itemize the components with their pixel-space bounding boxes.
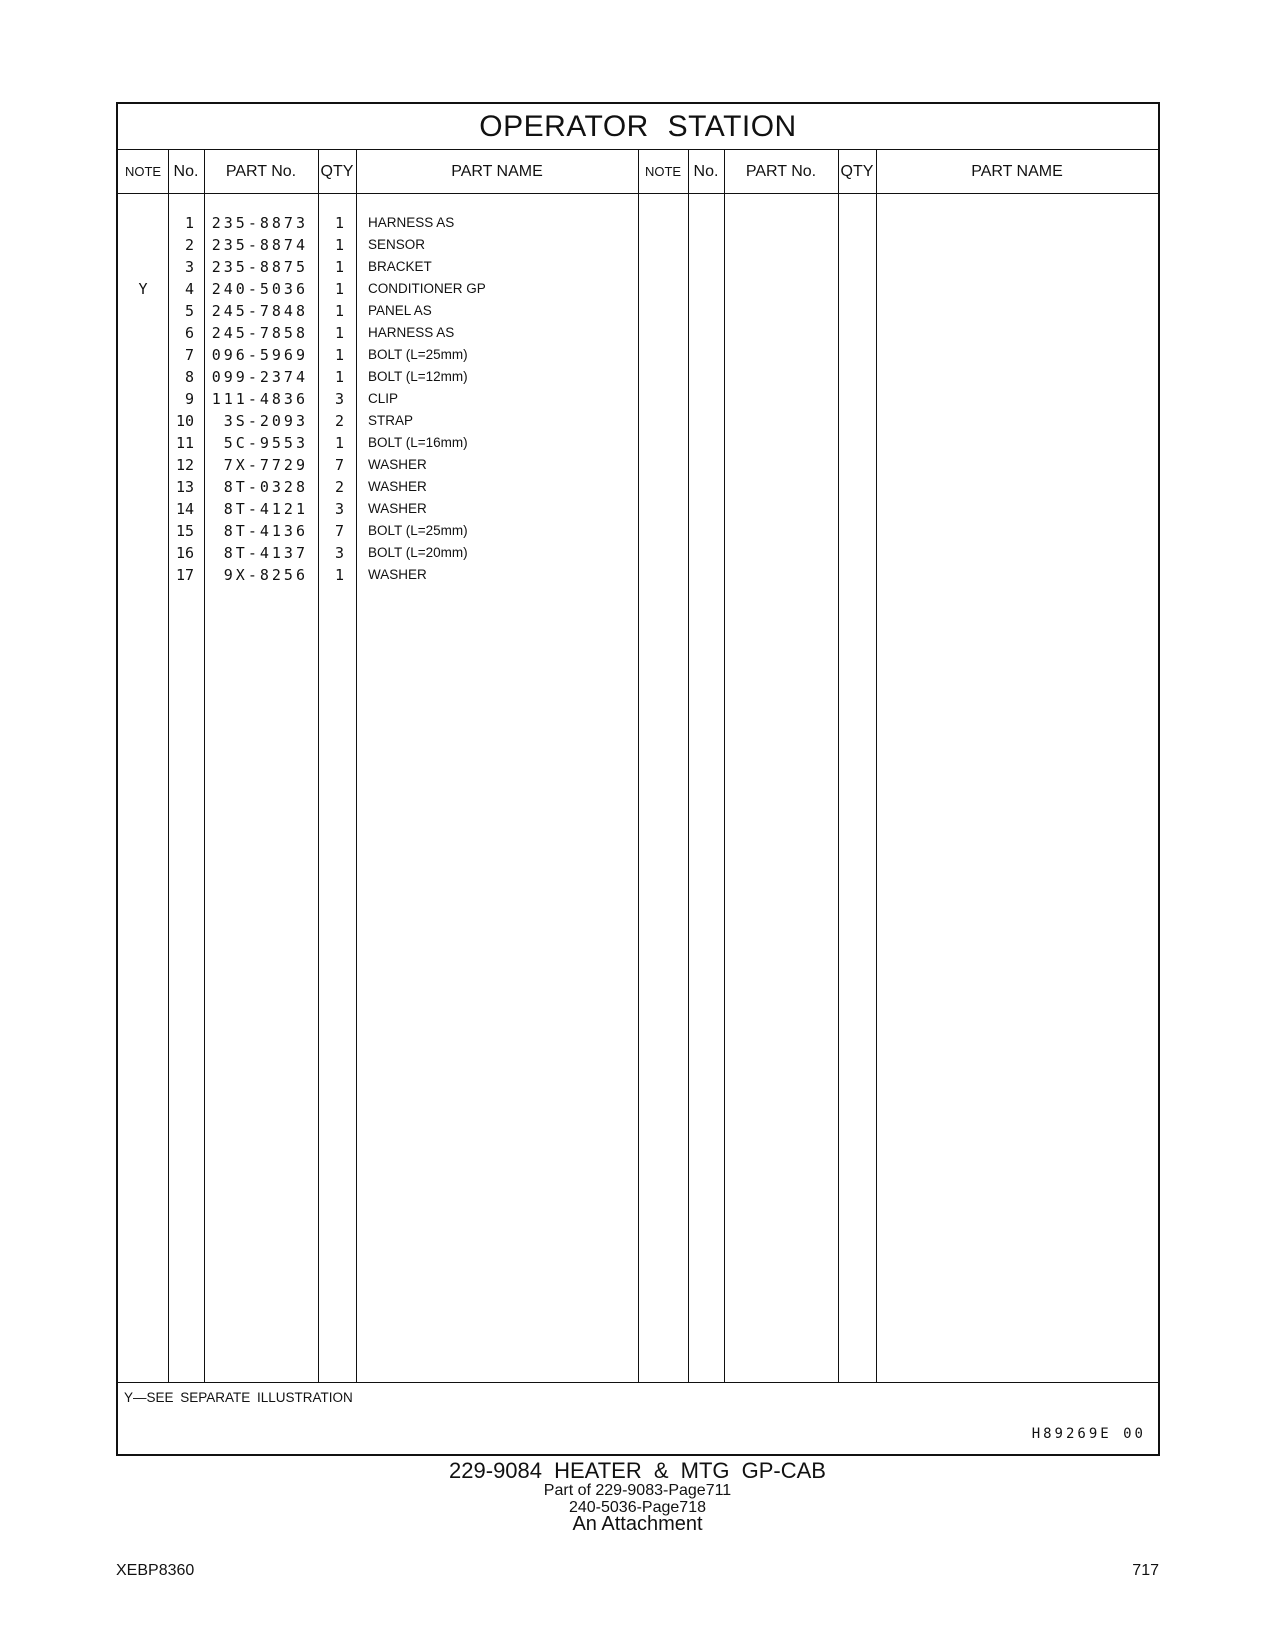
row-quantity: 3: [334, 544, 344, 562]
row-part-number: 099-2374: [211, 368, 308, 386]
table-row: [118, 498, 1158, 520]
row-number: 2: [184, 236, 194, 254]
row-number: 5: [184, 302, 194, 320]
row-part-name: HARNESS AS: [368, 215, 455, 230]
row-part-number: 7X-7729: [223, 456, 308, 474]
table-row: [118, 520, 1158, 542]
row-part-number: 9X-8256: [223, 566, 308, 584]
row-quantity: 1: [334, 566, 344, 584]
table-row: [118, 212, 1158, 234]
row-part-number: 235-8873: [211, 214, 308, 232]
row-quantity: 2: [334, 412, 344, 430]
header-qty-left: QTY: [320, 163, 354, 180]
header-part-name-right: PART NAME: [971, 163, 1063, 180]
row-quantity: 1: [334, 214, 344, 232]
row-number: 17: [175, 566, 194, 584]
row-part-number: 235-8875: [211, 258, 308, 276]
header-no-left: No.: [173, 163, 199, 180]
table-row: [118, 388, 1158, 410]
row-number: 1: [184, 214, 194, 232]
row-number: 15: [175, 522, 194, 540]
row-note: Y: [138, 280, 148, 298]
row-part-name: PANEL AS: [368, 303, 432, 318]
table-row: [118, 410, 1158, 432]
row-number: 3: [184, 258, 194, 276]
header-part-no-left: PART No.: [225, 163, 297, 180]
row-part-number: 8T-4121: [223, 500, 308, 518]
row-part-name: WASHER: [368, 501, 427, 516]
header-qty-right: QTY: [840, 163, 874, 180]
table-row: [118, 322, 1158, 344]
row-number: 13: [175, 478, 194, 496]
table-row: [118, 278, 1158, 300]
row-number: 4: [184, 280, 194, 298]
row-quantity: 1: [334, 368, 344, 386]
illustration-reference: H89269E 00: [1031, 1426, 1146, 1442]
row-part-number: 235-8874: [211, 236, 308, 254]
row-number: 11: [175, 434, 194, 452]
table-row: [118, 234, 1158, 256]
table-body-bottom-rule: [118, 1382, 1158, 1383]
row-part-name: BOLT (L=12mm): [368, 369, 468, 384]
row-quantity: 7: [334, 456, 344, 474]
row-number: 10: [175, 412, 194, 430]
table-row: [118, 454, 1158, 476]
row-number: 8: [184, 368, 194, 386]
caption-cross-reference: 240-5036-Page718: [568, 1499, 706, 1516]
row-quantity: 1: [334, 324, 344, 342]
row-part-number: 8T-0328: [223, 478, 308, 496]
row-quantity: 1: [334, 302, 344, 320]
document-id: XEBP8360: [116, 1562, 195, 1579]
table-row: [118, 542, 1158, 564]
row-part-number: 8T-4136: [223, 522, 308, 540]
row-part-name: WASHER: [368, 479, 427, 494]
table-title: OPERATOR STATION: [118, 104, 1158, 150]
row-part-name: CONDITIONER GP: [368, 281, 486, 296]
row-part-number: 8T-4137: [223, 544, 308, 562]
row-part-number: 240-5036: [211, 280, 308, 298]
table-row: [118, 564, 1158, 586]
row-number: 14: [175, 500, 194, 518]
header-part-no-right: PART No.: [745, 163, 817, 180]
row-part-name: HARNESS AS: [368, 325, 455, 340]
row-part-number: 096-5969: [211, 346, 308, 364]
table-row: [118, 344, 1158, 366]
row-part-number: 111-4836: [211, 390, 308, 408]
row-quantity: 1: [334, 346, 344, 364]
caption-part-of: Part of 229-9083-Page711: [543, 1482, 732, 1499]
header-note-left: NOTE: [124, 164, 162, 179]
row-part-name: BRACKET: [368, 259, 432, 274]
row-part-name: WASHER: [368, 567, 427, 582]
row-part-name: BOLT (L=16mm): [368, 435, 468, 450]
row-part-name: BOLT (L=25mm): [368, 523, 468, 538]
row-part-name: STRAP: [368, 413, 414, 428]
table-row: [118, 366, 1158, 388]
table-row: [118, 476, 1158, 498]
table-footnote: Y—SEE SEPARATE ILLUSTRATION: [124, 1390, 353, 1405]
header-part-name-left: PART NAME: [451, 163, 543, 180]
row-part-name: BOLT (L=25mm): [368, 347, 468, 362]
group-caption: 229-9084 HEATER & MTG GP-CAB: [449, 1458, 826, 1483]
row-quantity: 1: [334, 280, 344, 298]
row-quantity: 1: [334, 434, 344, 452]
row-part-name: BOLT (L=20mm): [368, 545, 468, 560]
row-quantity: 3: [334, 390, 344, 408]
row-number: 6: [184, 324, 194, 342]
parts-table: [116, 102, 1160, 1456]
row-quantity: 2: [334, 478, 344, 496]
row-quantity: 7: [334, 522, 344, 540]
row-part-number: 245-7848: [211, 302, 308, 320]
row-part-number: 5C-9553: [223, 434, 308, 452]
header-no-right: No.: [693, 163, 719, 180]
table-row: [118, 300, 1158, 322]
table-row: [118, 256, 1158, 278]
row-quantity: 1: [334, 258, 344, 276]
row-quantity: 3: [334, 500, 344, 518]
table-row: [118, 432, 1158, 454]
caption-attachment-note: An Attachment: [572, 1513, 703, 1535]
row-number: 16: [175, 544, 194, 562]
row-part-name: SENSOR: [368, 237, 426, 252]
row-part-name: WASHER: [368, 457, 427, 472]
row-number: 7: [184, 346, 194, 364]
row-part-name: CLIP: [368, 391, 399, 406]
row-number: 12: [175, 456, 194, 474]
page-number: 717: [1132, 1562, 1159, 1579]
row-quantity: 1: [334, 236, 344, 254]
row-number: 9: [184, 390, 194, 408]
row-part-number: 245-7858: [211, 324, 308, 342]
header-note-right: NOTE: [644, 164, 682, 179]
row-part-number: 3S-2093: [223, 412, 308, 430]
